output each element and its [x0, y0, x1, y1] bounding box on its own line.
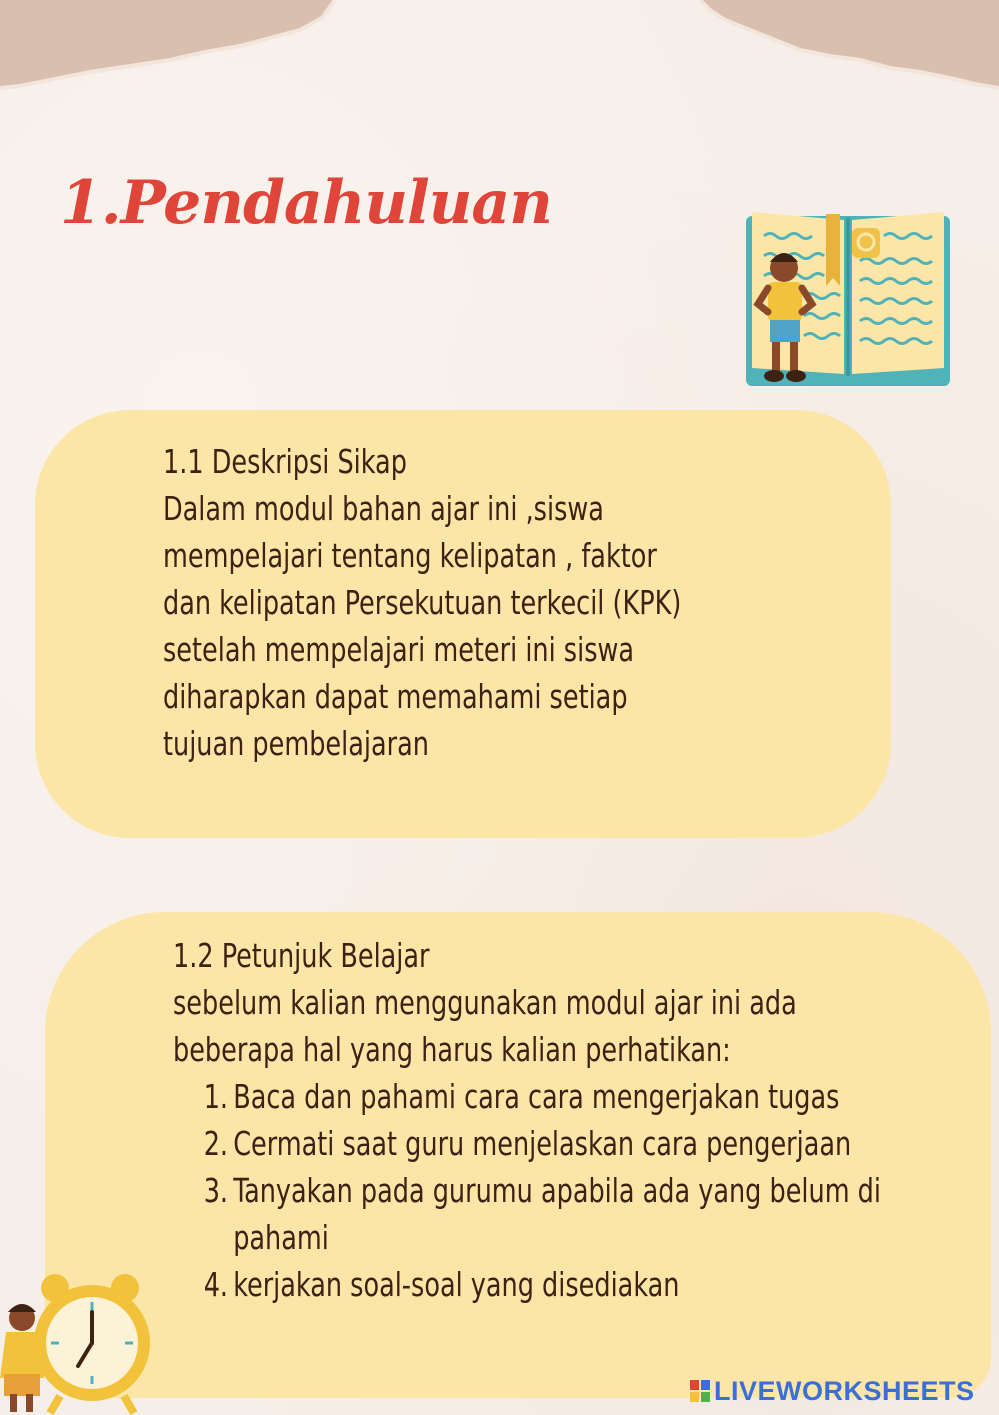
list-item [201, 1120, 881, 1167]
description-line: dan kelipatan Persekutuan terkecil (KPK) [163, 583, 682, 622]
torn-paper-decoration [0, 0, 999, 100]
description-line: setelah mempelajari meteri ini siswa [163, 630, 635, 669]
intro-line: beberapa hal yang harus kalian perhatikan: [173, 1030, 731, 1069]
instruction-list [173, 1073, 881, 1308]
list-item [201, 1167, 881, 1214]
description-line: Dalam modul bahan ajar ini ,siswa [163, 489, 604, 528]
liveworksheets-logo-icon [690, 1380, 710, 1402]
section-heading: 1.2 Petunjuk Belajar [173, 936, 430, 975]
list-text: Tanyakan pada gurumu apabila ada yang belum di [233, 1171, 881, 1210]
list-text: kerjakan soal-soal yang disediakan [233, 1265, 680, 1304]
list-item [201, 1073, 881, 1120]
list-number: 4. [203, 1265, 229, 1304]
intro-line: sebelum kalian menggunakan modul ajar ini ada [173, 983, 797, 1022]
list-text: Cermati saat guru menjelaskan cara pengerjaan [233, 1124, 852, 1163]
section-heading: 1.1 Deskripsi Sikap [163, 442, 407, 481]
list-item [201, 1261, 881, 1308]
list-text-continuation: pahami [233, 1218, 329, 1257]
list-number: 2. [203, 1124, 229, 1163]
description-line: tujuan pembelajaran [163, 724, 429, 763]
description-line: mempelajari tentang kelipatan , faktor [163, 536, 657, 575]
alarm-clock-illustration [0, 1268, 150, 1415]
list-number: 3. [203, 1171, 229, 1210]
description-card [35, 410, 891, 838]
list-text: Baca dan pahami cara cara mengerjakan tugas [233, 1077, 840, 1116]
page-title: 1.Pendahuluan [60, 168, 552, 238]
list-number: 1. [203, 1077, 229, 1116]
open-book-illustration [744, 206, 954, 396]
description-line: diharapkan dapat memahami setiap [163, 677, 628, 716]
liveworksheets-brand [690, 1374, 975, 1408]
brand-name: LIVEWORKSHEETS [714, 1375, 975, 1406]
learning-instructions-card [45, 912, 991, 1398]
